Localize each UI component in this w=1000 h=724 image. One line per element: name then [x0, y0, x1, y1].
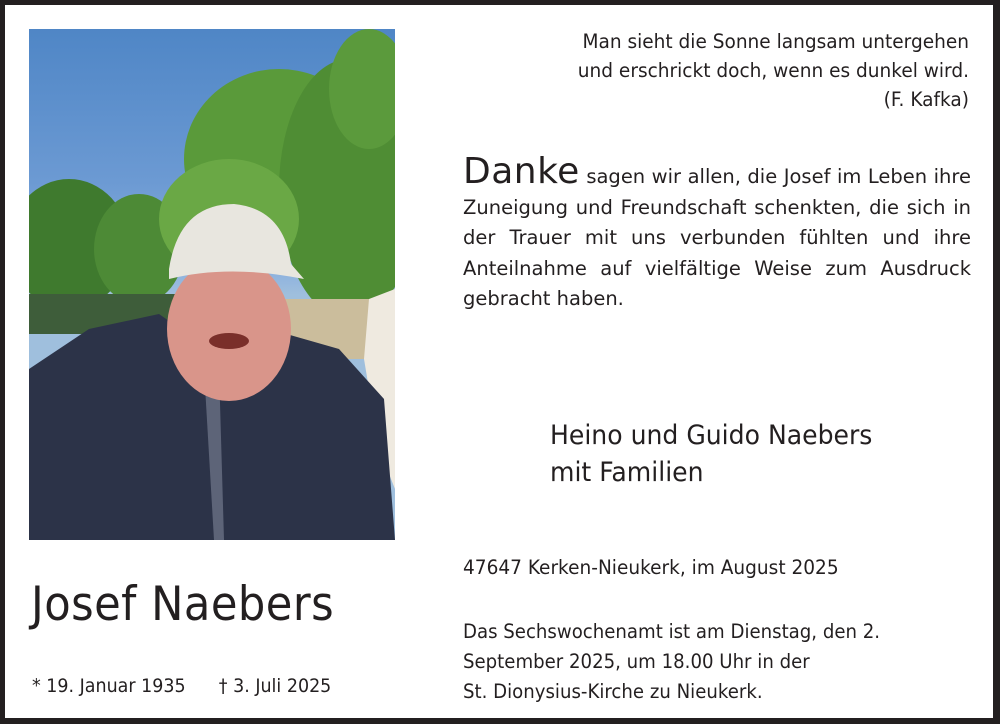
place-date: 47647 Kerken-Nieukerk, im August 2025 [463, 556, 839, 579]
family-names: Heino und Guido Naebers [550, 420, 873, 451]
thanks-lead-word: Danke [463, 151, 580, 192]
service-line: St. Dionysius-Kirche zu Nieukerk. [463, 680, 763, 703]
life-dates [32, 675, 331, 697]
service-line: September 2025, um 18.00 Uhr in der [463, 650, 810, 673]
service-line: Das Sechswochenamt ist am Dienstag, den 2. [463, 620, 881, 643]
thanks-paragraph [463, 151, 971, 315]
obituary-notice [5, 5, 993, 718]
family-signature [550, 417, 872, 491]
quote-author: (F. Kafka) [883, 88, 969, 111]
portrait-photo [29, 29, 395, 540]
quote-line: und erschrickt doch, wenn es dunkel wird. [577, 59, 969, 82]
family-suffix: mit Familien [550, 457, 704, 488]
deceased-name: Josef Naebers [31, 577, 335, 632]
death-date: † 3. Juli 2025 [218, 675, 332, 697]
quote-line: Man sieht die Sonne langsam untergehen [582, 30, 969, 53]
thanks-text: sagen wir allen, die Josef im Leben ihre Zuneigung und Freundschaft schenkten, die sich in der Trauer mit uns verbunden fühlten und ihre Anteilnahme auf vielfältige Weise zum Ausdruck gebracht haben. [463, 165, 971, 310]
kafka-quote [475, 27, 969, 114]
birth-date: * 19. Januar 1935 [32, 675, 186, 697]
service-announcement [463, 617, 984, 707]
